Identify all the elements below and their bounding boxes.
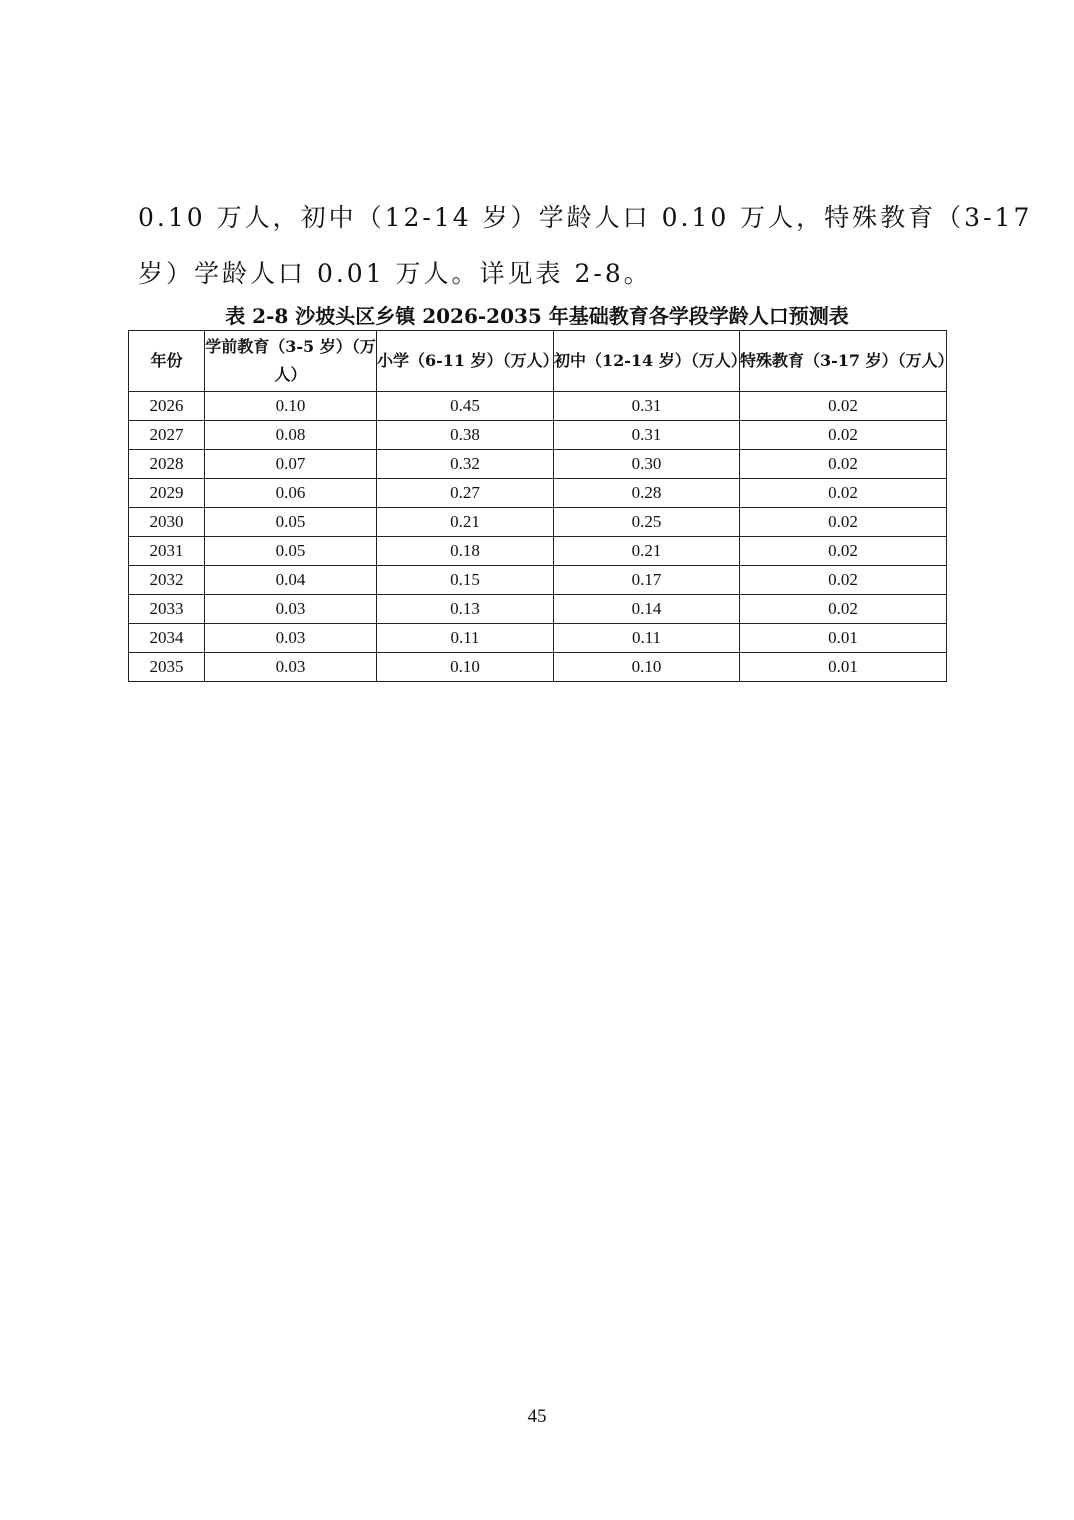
cell-primary: 0.13 — [377, 595, 554, 624]
table-body — [129, 392, 947, 682]
cell-junior: 0.25 — [554, 508, 740, 537]
cell-junior: 0.14 — [554, 595, 740, 624]
cell-special: 0.01 — [740, 624, 947, 653]
cell-year: 2031 — [129, 537, 205, 566]
cell-primary: 0.32 — [377, 450, 554, 479]
paragraph-line-1: 0.10 万人，初中（12-14 岁）学龄人口 0.10 万人，特殊教育（3-17 — [138, 203, 1033, 232]
cell-year: 2033 — [129, 595, 205, 624]
cell-primary: 0.21 — [377, 508, 554, 537]
cell-junior: 0.17 — [554, 566, 740, 595]
cell-junior: 0.28 — [554, 479, 740, 508]
cell-preschool: 0.10 — [205, 392, 377, 421]
cell-primary: 0.10 — [377, 653, 554, 682]
paragraph-line-2: 岁）学龄人口 0.01 万人。详见表 2-8。 — [138, 259, 652, 288]
cell-special: 0.02 — [740, 450, 947, 479]
page-number: 45 — [527, 1406, 547, 1427]
cell-preschool: 0.03 — [205, 595, 377, 624]
cell-primary: 0.45 — [377, 392, 554, 421]
cell-special: 0.02 — [740, 479, 947, 508]
table-row — [129, 566, 947, 595]
cell-year: 2026 — [129, 392, 205, 421]
header-year: 年份 — [129, 331, 205, 392]
cell-primary: 0.15 — [377, 566, 554, 595]
body-paragraph — [138, 190, 1033, 302]
cell-primary: 0.11 — [377, 624, 554, 653]
table-caption: 表 2-8 沙坡头区乡镇 2026-2035 年基础教育各学段学龄人口预测表 — [225, 304, 849, 328]
cell-preschool: 0.08 — [205, 421, 377, 450]
table-row — [129, 392, 947, 421]
header-special: 特殊教育（3-17 岁）（万人） — [740, 331, 947, 392]
table-row — [129, 479, 947, 508]
cell-special: 0.02 — [740, 421, 947, 450]
population-forecast-table — [128, 330, 954, 682]
table-row — [129, 450, 947, 479]
cell-year: 2027 — [129, 421, 205, 450]
cell-junior: 0.31 — [554, 421, 740, 450]
cell-junior: 0.31 — [554, 392, 740, 421]
table-row — [129, 508, 947, 537]
cell-primary: 0.38 — [377, 421, 554, 450]
cell-year: 2030 — [129, 508, 205, 537]
cell-preschool: 0.04 — [205, 566, 377, 595]
cell-junior: 0.30 — [554, 450, 740, 479]
cell-special: 0.02 — [740, 566, 947, 595]
table-row — [129, 653, 947, 682]
header-preschool: 学前教育（3-5 岁）（万人） — [205, 331, 377, 392]
cell-year: 2028 — [129, 450, 205, 479]
cell-junior: 0.21 — [554, 537, 740, 566]
cell-preschool: 0.03 — [205, 653, 377, 682]
table-row — [129, 624, 947, 653]
table-row — [129, 595, 947, 624]
cell-special: 0.01 — [740, 653, 947, 682]
cell-junior: 0.11 — [554, 624, 740, 653]
cell-special: 0.02 — [740, 537, 947, 566]
cell-junior: 0.10 — [554, 653, 740, 682]
cell-preschool: 0.05 — [205, 508, 377, 537]
cell-year: 2034 — [129, 624, 205, 653]
header-primary: 小学（6-11 岁）（万人） — [377, 331, 554, 392]
cell-year: 2029 — [129, 479, 205, 508]
header-junior: 初中（12-14 岁）（万人） — [554, 331, 740, 392]
cell-preschool: 0.06 — [205, 479, 377, 508]
cell-primary: 0.18 — [377, 537, 554, 566]
cell-special: 0.02 — [740, 595, 947, 624]
cell-preschool: 0.05 — [205, 537, 377, 566]
table-row — [129, 421, 947, 450]
cell-preschool: 0.03 — [205, 624, 377, 653]
table-header-row — [129, 331, 947, 392]
cell-primary: 0.27 — [377, 479, 554, 508]
cell-year: 2032 — [129, 566, 205, 595]
cell-special: 0.02 — [740, 508, 947, 537]
cell-preschool: 0.07 — [205, 450, 377, 479]
table-row — [129, 537, 947, 566]
cell-year: 2035 — [129, 653, 205, 682]
cell-special: 0.02 — [740, 392, 947, 421]
